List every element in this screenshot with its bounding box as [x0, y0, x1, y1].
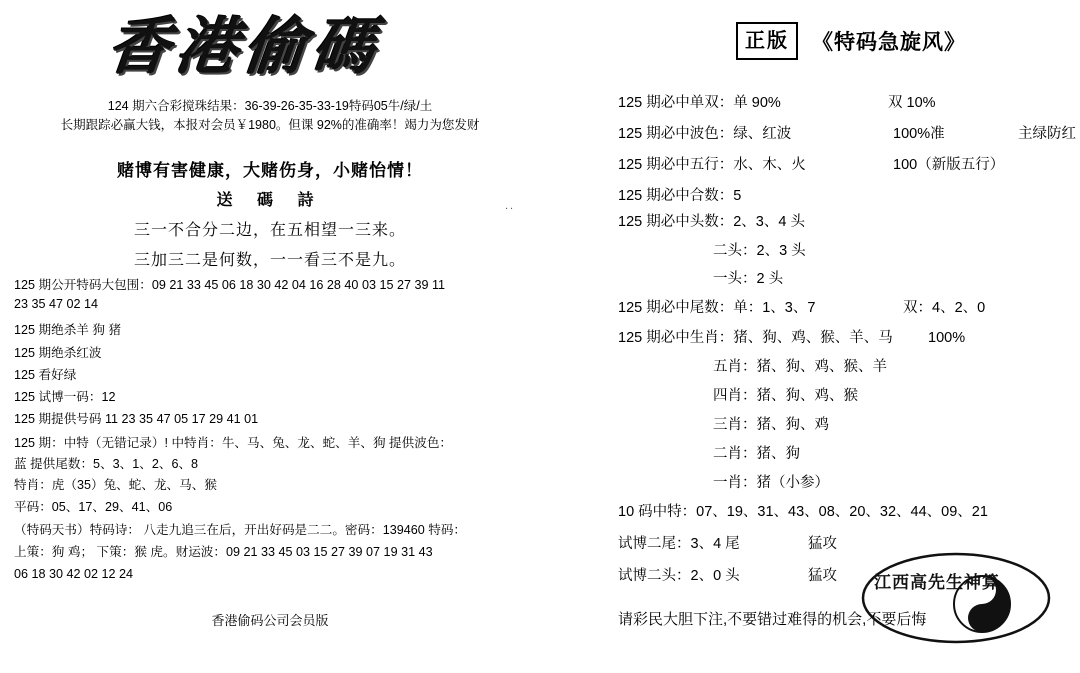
left-footer: 香港偷码公司会员版 — [211, 613, 329, 628]
right-row-0-col2: 双 10% — [888, 95, 936, 111]
left-line-3: 125 期绝杀羊 狗 猪 — [14, 323, 122, 337]
right-row-16-col1: 试博二头：2、0 头 — [618, 568, 740, 584]
gambling-warning: 赌博有害健康，大赌伤身，小赌怡情！ — [117, 161, 423, 180]
right-row-13-col1: 一肖：猪（小参） — [713, 475, 829, 491]
right-row-11-col1: 三肖：猪、狗、鸡 — [713, 417, 829, 433]
right-row-4-col1: 125 期必中头数：2、3、4 头 — [618, 214, 805, 230]
left-line-5: 125 看好绿 — [14, 368, 77, 382]
right-footer: 请彩民大胆下注,不要错过难得的机会,不要后悔 — [618, 611, 927, 628]
membership-line: 长期跟踪必赢大钱，本报对会员￥1980。但课 92%的准确率！竭力为您发财 — [60, 118, 480, 132]
right-row-8-col2: 100% — [928, 330, 966, 346]
site-logo: 香港偷碼 — [104, 10, 384, 83]
right-row-1-col1: 125 期必中波色：绿、红波 — [618, 126, 792, 142]
left-line-4: 125 期绝杀红波 — [14, 346, 102, 360]
left-line-13: 上策：狗 鸡； 下策：猴 虎。财运波：09 21 33 45 03 15 27 39 07 19 31 43 — [14, 545, 433, 559]
left-line-6: 125 试博一码：12 — [14, 390, 116, 404]
poem-line-1: 三一不合分二边，在五相望一三来。 — [133, 222, 406, 239]
poem-title: 送 碼 詩 — [216, 192, 324, 209]
right-row-10-col1: 四肖：猪、狗、鸡、猴 — [713, 388, 858, 404]
left-line-12: （特码天书）特码诗： 八走九追三在后，开出好码是二二。密码：139460 特码： — [14, 523, 467, 537]
right-row-15-col1: 试博二尾：3、4 尾 — [618, 536, 740, 552]
left-line-1: 125 期公开特码大包围：09 21 33 45 06 18 30 42 04 16 28 40 03 15 27 39 11 — [14, 278, 446, 292]
seal-stamp — [860, 552, 1052, 644]
right-row-3-col1: 125 期必中合数：5 — [618, 188, 742, 204]
right-row-0-col1: 125 期必中单双：单 90% — [618, 95, 781, 111]
right-row-14-col1: 10 码中特：07、19、31、43、08、20、32、44、09、21 — [618, 504, 988, 520]
right-row-8-col1: 125 期必中生肖：猪、狗、鸡、猴、羊、马 — [618, 330, 893, 346]
right-row-1-col2: 100%准 — [893, 126, 945, 142]
left-line-8: 125 期：中特（无错记录）! 中特肖：牛、马、兔、龙、蛇、羊、狗 提供波色： — [14, 436, 453, 450]
draw-result-line: 124 期六合彩搅珠结果：36-39-26-35-33-19特码05牛/绿/土 — [107, 99, 433, 113]
decorative-dots: .. — [505, 200, 516, 212]
right-row-15-col2: 猛攻 — [808, 536, 837, 552]
left-line-14: 06 18 30 42 02 12 24 — [14, 567, 134, 581]
right-row-7-col1: 125 期必中尾数：单：1、3、7 — [618, 300, 816, 316]
left-line-10: 特肖：虎（35）兔、蛇、龙、马、猴 — [14, 478, 217, 492]
edition-badge: 正版 — [736, 22, 798, 60]
right-row-7-col2: 双：4、2、0 — [903, 300, 986, 316]
right-row-5-col1: 二头：2、3 头 — [713, 243, 806, 259]
left-line-11: 平码：05、17、29、41、06 — [14, 500, 173, 514]
right-row-6-col1: 一头：2 头 — [713, 271, 784, 287]
right-row-9-col1: 五肖：猪、狗、鸡、猴、羊 — [713, 359, 887, 375]
right-row-2-col1: 125 期必中五行：水、木、火 — [618, 157, 806, 173]
right-row-16-col2: 猛攻 — [808, 568, 837, 584]
right-row-2-col2: 100（新版五行） — [893, 157, 1005, 173]
left-line-7: 125 期提供号码 11 23 35 47 05 17 29 41 01 — [14, 412, 259, 426]
left-line-9: 蓝 提供尾数：5、3、1、2、6、8 — [14, 457, 199, 471]
svg-text:江西高先生神算: 江西高先生神算 — [874, 573, 1000, 593]
right-title: 《特码急旋风》 — [812, 31, 966, 54]
right-row-1-col3: 主绿防红 — [1018, 126, 1076, 142]
right-column — [560, 0, 1080, 673]
right-row-12-col1: 二肖：猪、狗 — [713, 446, 800, 462]
poem-line-2: 三加三二是何数，一一看三不是九。 — [133, 252, 406, 269]
left-line-2: 23 35 47 02 14 — [14, 297, 99, 311]
